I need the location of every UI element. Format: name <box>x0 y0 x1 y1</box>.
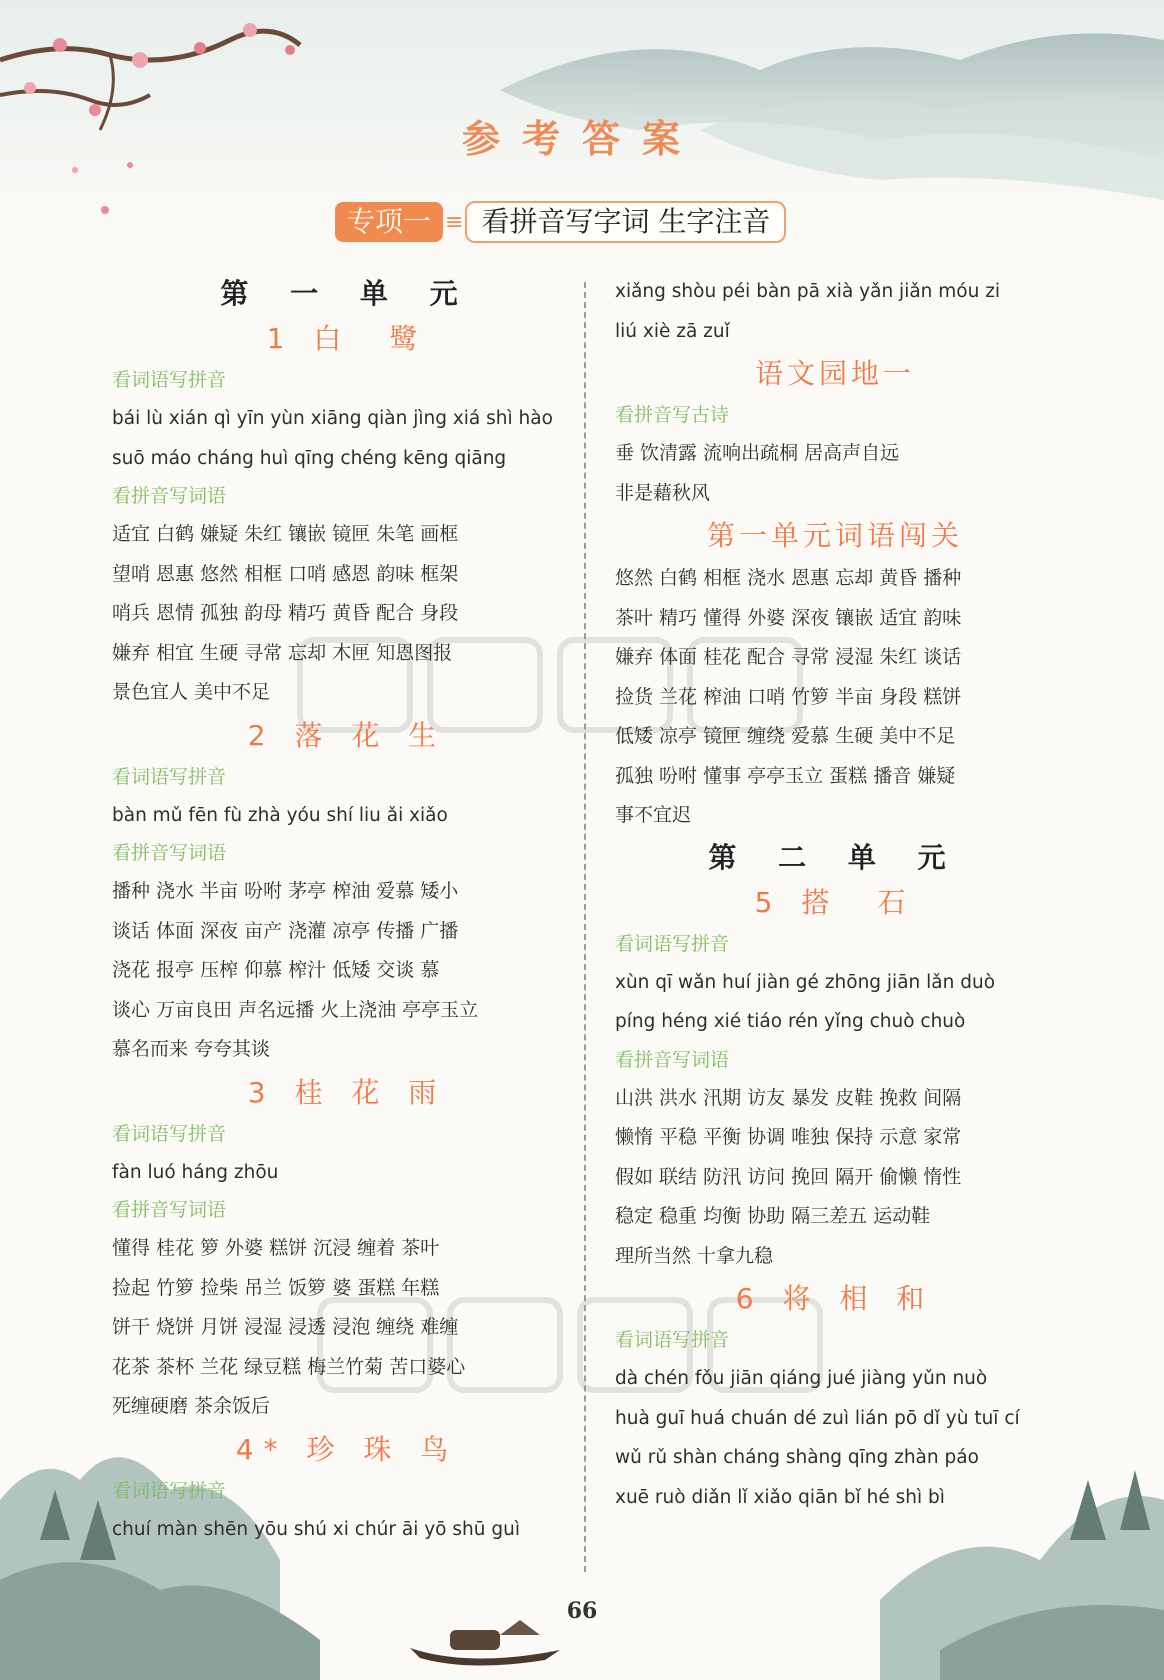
column-divider <box>584 282 586 1572</box>
unit-title: 第 一 单 元 <box>220 277 474 310</box>
pinyin-line: xuē ruò diǎn lǐ xiǎo qiān bǐ hé shì bì <box>615 1486 945 1508</box>
lesson-title: 6 将 相 和 <box>735 1282 935 1315</box>
answer-line: 事不宜迟 <box>615 804 692 826</box>
section-label: 看词语写拼音 <box>615 1329 730 1351</box>
section-label: 看词语写拼音 <box>112 1122 227 1145</box>
answer-line: 悠然 白鹤 相框 浇水 恩惠 忘却 黄昏 播种 <box>615 567 962 589</box>
pinyin-line: fàn luó háng zhōu <box>112 1161 279 1183</box>
pinyin-line: dà chén fǒu jiān qiáng jué jiàng yǔn nuò <box>615 1368 988 1389</box>
answer-line: 懒惰 平稳 平衡 协调 唯独 保持 示意 家常 <box>615 1126 962 1148</box>
section-label: 看词语写拼音 <box>615 932 730 955</box>
left-column <box>112 272 582 1549</box>
answer-line: 非是藉秋风 <box>615 481 711 504</box>
pinyin-line: chuí màn shēn yōu shú xi chúr āi yō shū guì <box>112 1518 520 1540</box>
banner-tag: 专项一 <box>335 202 443 242</box>
answer-line: 景色宜人 美中不足 <box>112 681 271 703</box>
answer-line: 嫌弃 体面 桂花 配合 寻常 浸湿 朱红 谈话 <box>615 646 962 668</box>
pinyin-line: huà guī huá chuán dé zuì lián pō dǐ yù tuī cí <box>615 1407 1020 1429</box>
lesson-title: 3 桂 花 雨 <box>247 1075 447 1109</box>
answer-line: 花茶 茶杯 兰花 绿豆糕 梅兰竹菊 苦口婆心 <box>112 1355 466 1378</box>
answer-line: 浇花 报亭 压榨 仰慕 榨汁 低矮 交谈 慕 <box>112 959 440 981</box>
page-title: 参考答案 <box>461 117 702 161</box>
answer-line: 哨兵 恩情 孤独 韵母 精巧 黄昏 配合 身段 <box>112 602 459 624</box>
section-label: 看拼音写古诗 <box>615 404 730 426</box>
answer-line: 理所当然 十拿九稳 <box>615 1244 774 1267</box>
banner-title: 看拼音写字词 生字注音 <box>465 201 786 243</box>
page-number: 66 <box>566 1598 598 1624</box>
answer-line: 垂 饮清露 流响出疏桐 居高声自远 <box>615 442 900 464</box>
answer-line: 茶叶 精巧 懂得 外婆 深夜 镶嵌 适宜 韵味 <box>615 606 962 629</box>
answer-line: 稳定 稳重 均衡 协助 隔三差五 运动鞋 <box>615 1205 931 1227</box>
answer-line: 捡货 兰花 榨油 口哨 竹箩 半亩 身段 糕饼 <box>615 685 962 708</box>
answer-line: 适宜 白鹤 嫌疑 朱红 镶嵌 镜匣 朱笔 画框 <box>112 523 459 545</box>
answer-line: 死缠硬磨 茶余饭后 <box>112 1395 271 1417</box>
block-title: 语文园地一 <box>754 357 915 390</box>
lesson-title: 4* 珍 珠 鸟 <box>235 1432 459 1466</box>
pinyin-line: suō máo cháng huì qīng chéng kēng qiāng <box>112 447 507 469</box>
answer-line: 山洪 洪水 汛期 访友 暴发 皮鞋 挽救 间隔 <box>615 1086 962 1109</box>
pinyin-line: xiǎng shòu péi bàn pā xià yǎn jiǎn móu zi <box>615 281 1001 302</box>
pinyin-line: xùn qī wǎn huí jiàn gé zhōng jiān lǎn duò <box>615 971 996 993</box>
boat-icon <box>410 1620 560 1666</box>
section-banner <box>335 200 786 244</box>
section-label: 看拼音写词语 <box>112 842 227 864</box>
block-title: 第一单元词语闯关 <box>706 519 963 552</box>
answer-line: 假如 联结 防汛 访问 挽回 隔开 偷懒 惰性 <box>615 1165 962 1188</box>
pinyin-line: píng héng xié tiáo rén yǐng chuò chuò <box>615 1011 966 1032</box>
answer-line: 播种 浇水 半亩 吩咐 茅亭 榨油 爱慕 矮小 <box>112 880 459 902</box>
lesson-title: 5 搭 石 <box>754 885 916 919</box>
lesson-title: 1 白 鹭 <box>266 322 428 355</box>
answer-line: 懂得 桂花 箩 外婆 糕饼 沉浸 缠着 茶叶 <box>112 1237 440 1259</box>
answer-line: 望哨 恩惠 悠然 相框 口哨 感恩 韵味 框架 <box>112 562 459 585</box>
unit-title: 第 二 单 元 <box>708 840 962 874</box>
answer-line: 嫌弃 相宜 生硬 寻常 忘却 木匣 知恩图报 <box>112 641 453 664</box>
section-label: 看拼音写词语 <box>615 1048 730 1071</box>
answer-line: 饼干 烧饼 月饼 浸湿 浸透 浸泡 缠绕 难缠 <box>112 1316 459 1338</box>
section-label: 看词语写拼音 <box>112 369 227 391</box>
answer-line: 捡起 竹箩 捡柴 吊兰 饭箩 婆 蛋糕 年糕 <box>112 1276 440 1299</box>
section-label: 看拼音写词语 <box>112 485 227 507</box>
answer-line: 低矮 凉亭 镜匣 缠绕 爱慕 生硬 美中不足 <box>615 725 956 747</box>
answer-line: 慕名而来 夸夸其谈 <box>112 1038 271 1060</box>
section-label: 看词语写拼音 <box>112 1479 227 1502</box>
pinyin-line: liú xiè zā zuǐ <box>615 320 730 342</box>
answer-line: 谈话 体面 深夜 亩产 浇灌 凉亭 传播 广播 <box>112 919 459 942</box>
pinyin-line: bái lù xián qì yīn yùn xiāng qiàn jìng xiá shì hào <box>112 408 553 429</box>
banner-connector-icon: ≡ <box>445 209 464 235</box>
answer-line: 谈心 万亩良田 声名远播 火上浇油 亭亭玉立 <box>112 998 479 1021</box>
lesson-title: 2 落 花 生 <box>247 718 447 752</box>
pinyin-line: wǔ rǔ shàn cháng shàng qīng zhàn páo <box>615 1447 979 1468</box>
section-label: 看拼音写词语 <box>112 1199 227 1221</box>
section-label: 看词语写拼音 <box>112 765 227 788</box>
pinyin-line: bàn mǔ fēn fù zhà yóu shí liu ǎi xiǎo <box>112 804 448 826</box>
answer-line: 孤独 吩咐 懂事 亭亭玉立 蛋糕 播音 嫌疑 <box>615 764 956 787</box>
right-column <box>615 272 1055 1517</box>
